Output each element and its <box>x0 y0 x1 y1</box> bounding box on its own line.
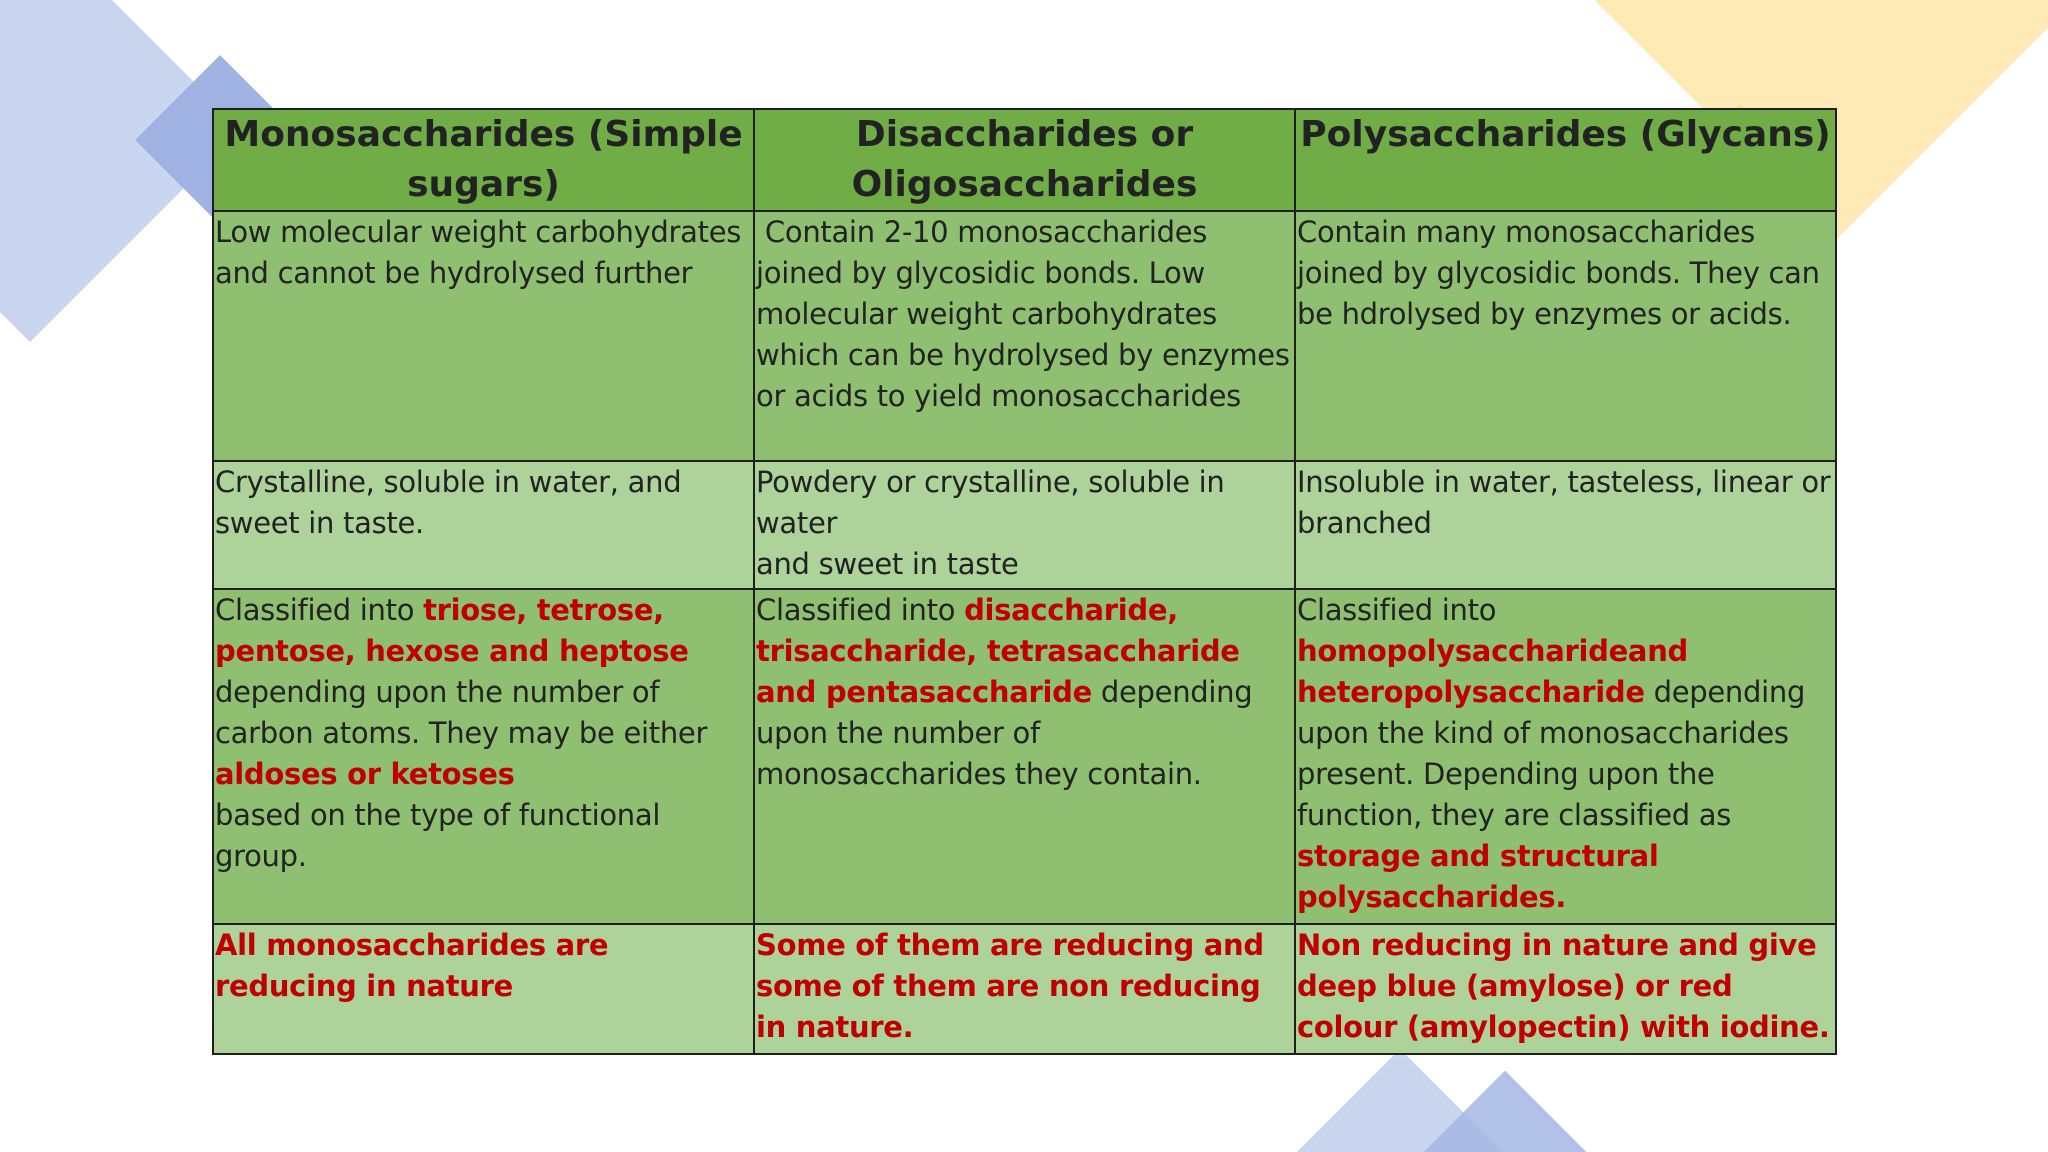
table-cell <box>1295 924 1836 1054</box>
table-cell <box>213 924 754 1054</box>
table-cell <box>754 461 1295 589</box>
table-row-molecular-weight <box>213 211 1836 461</box>
cell-text: and sweet in taste <box>756 547 1019 581</box>
table-row-properties <box>213 461 1836 589</box>
header-disaccharides: Disaccharides or Oligosaccharides <box>754 109 1295 211</box>
cell-text: Classified into <box>756 593 965 627</box>
table-cell <box>1295 589 1836 924</box>
cell-text: depending upon the kind of monosaccharides present. Depending upon the function, they are classified as <box>1297 675 1814 832</box>
highlight-text: disaccharide, trisaccharide, tetrasaccharide and pentasaccharide <box>756 593 1240 709</box>
table-cell <box>213 589 754 924</box>
highlight-text: Some of them are reducing and some of them are non reducing in nature. <box>756 928 1264 1044</box>
carbohydrate-comparison-table <box>212 108 1837 1055</box>
cell-text: Classified into <box>215 593 424 627</box>
highlight-text: Non reducing in nature and give deep blue (amylose) or red colour (amylopectin) with iodine. <box>1297 928 1830 1044</box>
highlight-text: aldoses or ketoses <box>215 757 515 791</box>
highlight-text: All monosaccharides are reducing in nature <box>215 928 609 1003</box>
table-header-row <box>213 109 1836 211</box>
cell-text: depending upon the number of monosaccharides they contain. <box>756 675 1262 791</box>
table-row-classification <box>213 589 1836 924</box>
table-cell <box>213 211 754 461</box>
highlight-text: triose, tetrose, pentose, hexose and heptose <box>215 593 689 668</box>
cell-text: Contain many monosaccharides joined by glycosidic bonds. They can be hdrolysed by enzymes or acids. <box>1297 215 1820 331</box>
cell-text: Contain 2-10 monosaccharides joined by glycosidic bonds. Low molecular weight carbohydrates which can be hydrolysed by enzymes or acids to yield monosaccharides <box>756 215 1299 413</box>
header-monosaccharides: Monosaccharides (Simple sugars) <box>213 109 754 211</box>
cell-text: based on the type of functional group. <box>215 798 661 873</box>
cell-text: depending upon the number of carbon atoms. They may be either <box>215 634 716 750</box>
table-cell <box>754 924 1295 1054</box>
cell-text: Crystalline, soluble in water, and sweet in taste. <box>215 465 682 540</box>
table-row-reducing-nature <box>213 924 1836 1054</box>
table-cell <box>754 589 1295 924</box>
table-cell <box>754 211 1299 461</box>
cell-text: Low molecular weight carbohydrates and cannot be hydrolysed further <box>215 215 742 290</box>
table-cell <box>213 461 754 589</box>
cell-text: Insoluble in water, tasteless, linear or branched <box>1297 465 1831 540</box>
table-cell <box>1295 461 1836 589</box>
cell-text: Classified into <box>1297 593 1506 627</box>
highlight-text: homopolysaccharideand heteropolysaccharide <box>1297 634 1689 709</box>
header-polysaccharides: Polysaccharides (Glycans) <box>1295 109 1836 211</box>
highlight-text: storage and structural polysaccharides. <box>1297 839 1659 914</box>
cell-text: Powdery or crystalline, soluble in water <box>756 465 1225 540</box>
table-cell <box>1295 211 1836 461</box>
